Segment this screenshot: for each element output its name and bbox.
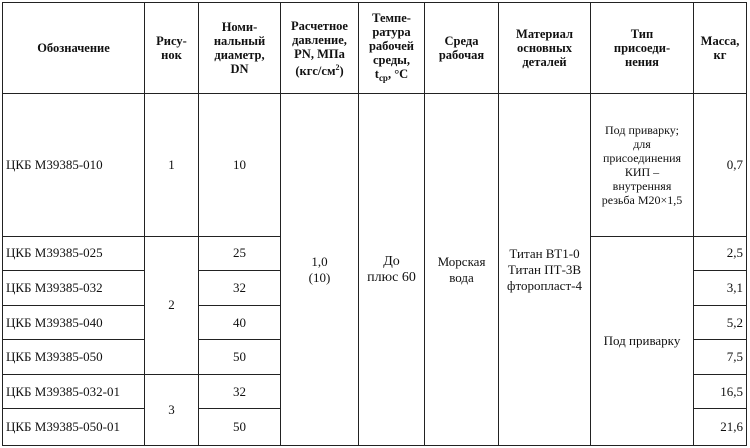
header-nominal-diameter: Номи- нальный диаметр, DN [199, 3, 281, 94]
header-row [3, 3, 747, 94]
row-designation: ЦКБ М39385-050-01 [3, 409, 145, 446]
row-mass: 3,1 [694, 271, 747, 306]
row-designation: ЦКБ М39385-010 [3, 94, 145, 236]
row-dn: 40 [199, 305, 281, 340]
pressure-cell: 1,0 (10) [281, 94, 359, 446]
row-dn: 50 [199, 340, 281, 375]
connection-cell-2: Под приварку [591, 236, 694, 445]
row-mass: 21,6 [694, 409, 747, 446]
header-designation: Обозначение [3, 3, 145, 94]
header-medium: Среда рабочая [425, 3, 499, 94]
row-figure: 1 [145, 94, 199, 236]
valve-spec-table [2, 2, 747, 446]
material-cell: Титан ВТ1-0 Титан ПТ-3В фторопласт-4 [499, 94, 591, 446]
row-dn: 50 [199, 409, 281, 446]
connection-cell-1: Под приварку; для присоединения КИП – внутренняя резьба М20×1,5 [591, 94, 694, 236]
temperature-cell: До плюс 60 [359, 94, 425, 446]
table-row [3, 94, 747, 236]
header-temperature: Темпе- ратура рабочей среды, $t_{ср}$, °C [359, 3, 425, 94]
header-figure: Рису- нок [145, 3, 199, 94]
header-connection: Тип присоеди- нения [591, 3, 694, 94]
row-dn: 25 [199, 236, 281, 271]
header-pressure: Расчетное давление, PN, МПа $(кгс/см^2)$ [281, 3, 359, 94]
row-designation: ЦКБ М39385-040 [3, 305, 145, 340]
row-mass: 7,5 [694, 340, 747, 375]
row-dn: 10 [199, 94, 281, 236]
medium-cell: Морская вода [425, 94, 499, 446]
row-designation: ЦКБ М39385-032 [3, 271, 145, 306]
row-designation: ЦКБ М39385-025 [3, 236, 145, 271]
row-dn: 32 [199, 374, 281, 409]
row-mass: 2,5 [694, 236, 747, 271]
row-mass: 16,5 [694, 374, 747, 409]
row-mass: 5,2 [694, 305, 747, 340]
row-designation: ЦКБ М39385-050 [3, 340, 145, 375]
row-figure: 3 [145, 374, 199, 445]
header-mass: Масса, кг [694, 3, 747, 94]
row-dn: 32 [199, 271, 281, 306]
header-material: Материал основных деталей [499, 3, 591, 94]
row-designation: ЦКБ М39385-032-01 [3, 374, 145, 409]
row-mass: 0,7 [694, 94, 747, 236]
row-figure: 2 [145, 236, 199, 374]
